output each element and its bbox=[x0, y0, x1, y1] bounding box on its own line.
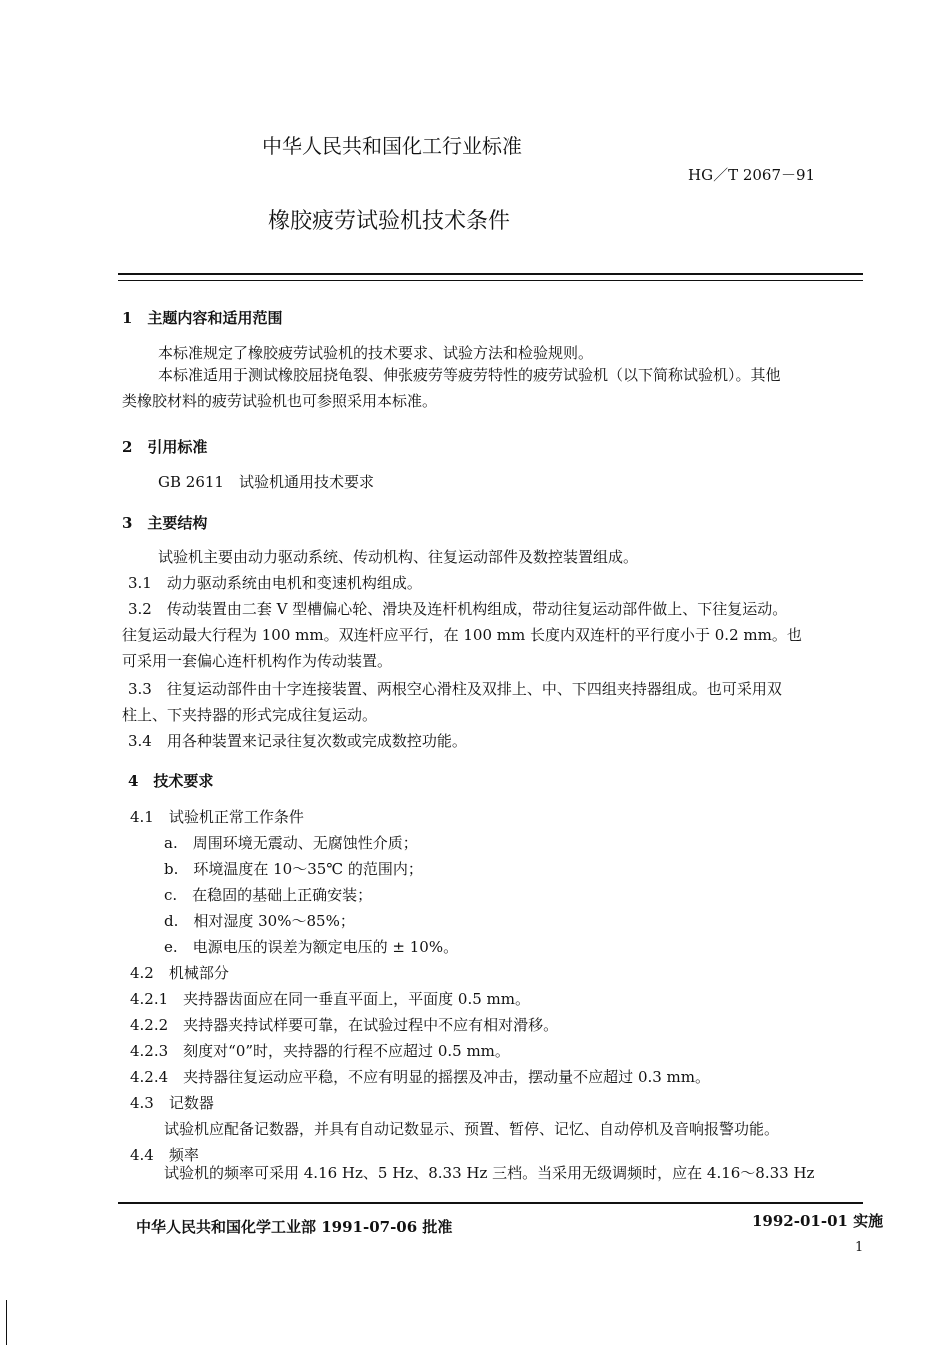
clause-3-1: 3.1 动力驱动系统由电机和变速机构组成。 bbox=[128, 574, 422, 592]
condition-item: a. 周围环境无震动、无腐蚀性介质； bbox=[164, 834, 418, 852]
section-1-para-2-line-2: 类橡胶材料的疲劳试验机也可参照采用本标准。 bbox=[122, 392, 438, 410]
section-1-heading: 1 主题内容和适用范围 bbox=[122, 309, 283, 327]
header-rule-thick bbox=[118, 273, 863, 275]
condition-item: b. 环境温度在 10～35℃ 的范围内； bbox=[164, 860, 423, 878]
normative-reference: GB 2611 试验机通用技术要求 bbox=[158, 473, 374, 491]
clause-4-2: 4.2 机械部分 bbox=[130, 964, 229, 982]
footer-rule bbox=[118, 1202, 863, 1204]
clause-4-2-3: 4.2.3 刻度对“0”时，夹持器的行程不应超过 0.5 mm。 bbox=[130, 1042, 510, 1060]
clause-4-1: 4.1 试验机正常工作条件 bbox=[130, 808, 304, 826]
section-3-heading: 3 主要结构 bbox=[122, 514, 208, 532]
standard-number: HG／T 2067－91 bbox=[688, 166, 816, 184]
clause-3-2-line-3: 可采用一套偏心连杆机构作为传动装置。 bbox=[122, 652, 393, 670]
org-title: 中华人民共和国化工行业标准 bbox=[262, 134, 522, 158]
condition-item: c. 在稳固的基础上正确安装； bbox=[164, 886, 373, 904]
section-1-para-1: 本标准规定了橡胶疲劳试验机的技术要求、试验方法和检验规则。 bbox=[158, 344, 594, 362]
section-2-heading: 2 引用标准 bbox=[122, 438, 208, 456]
condition-item: d. 相对湿度 30%～85%； bbox=[164, 912, 355, 930]
condition-item: e. 电源电压的误差为额定电压的 ± 10%。 bbox=[164, 938, 459, 956]
clause-4-4-text: 试验机的频率可采用 4.16 Hz、5 Hz、8.33 Hz 三档。当采用无级调频时，应在 4.16～8.33 Hz bbox=[164, 1164, 815, 1182]
header-rule-thin bbox=[118, 280, 863, 281]
clause-3-4: 3.4 用各种装置来记录往复次数或完成数控功能。 bbox=[128, 732, 467, 750]
clause-4-2-4: 4.2.4 夹持器往复运动应平稳，不应有明显的摇摆及冲击，摆动量不应超过 0.3 mm。 bbox=[130, 1068, 711, 1086]
clause-4-3: 4.3 记数器 bbox=[130, 1094, 214, 1112]
document-title: 橡胶疲劳试验机技术条件 bbox=[268, 209, 511, 234]
section-4-heading: 4 技术要求 bbox=[128, 772, 214, 790]
clause-3-2-line-2: 往复运动最大行程为 100 mm。双连杆应平行，在 100 mm 长度内双连杆的平行度小于 0.2 mm。也 bbox=[122, 626, 802, 644]
clause-4-4: 4.4 频率 bbox=[130, 1146, 199, 1164]
effective-date: 1992-01-01 实施 bbox=[752, 1212, 884, 1230]
clause-4-3-text: 试验机应配备记数器，并具有自动记数显示、预置、暂停、记忆、自动停机及音响报警功能。 bbox=[164, 1120, 780, 1138]
approval-line: 中华人民共和国化学工业部 1991-07-06 批准 bbox=[136, 1218, 453, 1236]
scan-edge-mark bbox=[6, 1300, 7, 1345]
clause-3-3-line-1: 3.3 往复运动部件由十字连接装置、两根空心滑柱及双排上、中、下四组夹持器组成。也可采用双 bbox=[128, 680, 782, 698]
section-3-intro: 试验机主要由动力驱动系统、传动机构、往复运动部件及数控装置组成。 bbox=[158, 548, 639, 566]
clause-4-2-1: 4.2.1 夹持器齿面应在同一垂直平面上，平面度 0.5 mm。 bbox=[130, 990, 531, 1008]
clause-3-3-line-2: 柱上、下夹持器的形式完成往复运动。 bbox=[122, 706, 378, 724]
page-number: 1 bbox=[855, 1240, 864, 1255]
clause-3-2-line-1: 3.2 传动装置由二套 V 型槽偏心轮、滑块及连杆机构组成，带动往复运动部件做上、下往复运动。 bbox=[128, 600, 788, 618]
section-1-para-2-line-1: 本标准适用于测试橡胶屈挠龟裂、伸张疲劳等疲劳特性的疲劳试验机（以下简称试验机）。其他 bbox=[158, 366, 781, 384]
clause-4-2-2: 4.2.2 夹持器夹持试样要可靠，在试验过程中不应有相对滑移。 bbox=[130, 1016, 559, 1034]
